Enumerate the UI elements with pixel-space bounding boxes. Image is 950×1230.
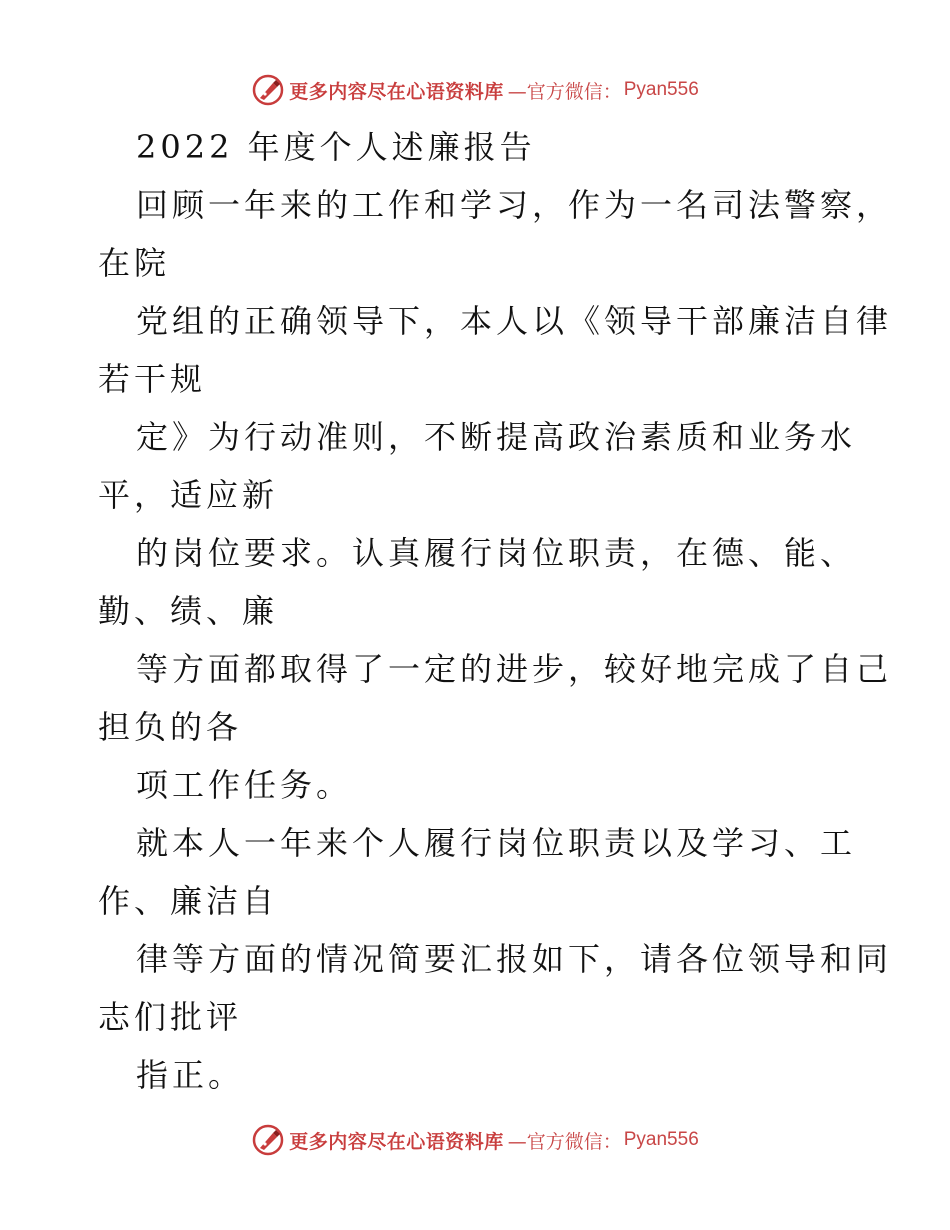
text-line: 担负的各 xyxy=(98,708,243,746)
text-line: 指正。 xyxy=(136,1056,245,1094)
text-line: 就本人一年来个人履行岗位职责以及学习、工 xyxy=(136,824,857,862)
text-line: 定》为行动准则，不断提高政治素质和业务水 xyxy=(136,418,857,456)
footer-watermark xyxy=(0,1120,950,1160)
watermark-official-text: —官方微信： xyxy=(507,80,622,103)
text-line: 党组的正确领导下，本人以《领导干部廉洁自律 xyxy=(136,302,893,340)
text-line: 律等方面的情况简要汇报如下，请各位领导和同 xyxy=(136,940,893,978)
text-line: 平，适应新 xyxy=(98,476,279,514)
text-line: 的岗位要求。认真履行岗位职责，在德、能、 xyxy=(136,534,857,572)
watermark-wechat-id: Pyan556 xyxy=(623,79,699,100)
watermark-official-text: —官方微信： xyxy=(507,1130,622,1153)
text-line: 回顾一年来的工作和学习，作为一名司法警察， xyxy=(136,186,893,224)
watermark-site-text: 更多内容尽在心语资料库 xyxy=(289,1130,504,1153)
document-title: 2022 年度个人述廉报告 xyxy=(136,128,536,166)
document-body xyxy=(98,118,893,1104)
watermark-wechat-id: Pyan556 xyxy=(623,1129,699,1150)
text-line: 项工作任务。 xyxy=(136,766,353,804)
text-line: 等方面都取得了一定的进步，较好地完成了自己 xyxy=(136,650,893,688)
text-line: 勤、绩、廉 xyxy=(98,592,279,630)
text-line: 在院 xyxy=(98,244,171,282)
text-line: 若干规 xyxy=(98,360,207,398)
text-line: 作、廉洁自 xyxy=(98,882,279,920)
text-line: 志们批评 xyxy=(98,998,243,1036)
pen-nib-logo-icon xyxy=(251,73,285,107)
header-watermark xyxy=(0,70,950,110)
watermark-site-text: 更多内容尽在心语资料库 xyxy=(289,80,504,103)
pen-nib-logo-icon xyxy=(251,1123,285,1157)
